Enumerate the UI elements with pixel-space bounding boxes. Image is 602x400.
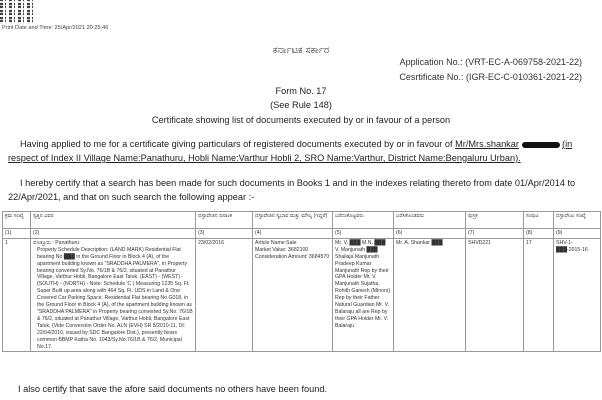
village-name: ಪಣತ್ತೂರು : Panathuru [33, 239, 80, 246]
print-datetime: Print Date and Time: 25/Apr/2021 20:25:46 [2, 25, 109, 31]
certificate-subtitle: Certificate showing list of documents executed by or in favour of a person [151, 115, 451, 125]
qr-code [0, 0, 36, 24]
column-number: (2) [31, 229, 196, 239]
header-nature: ದಸ್ತಾವೇಜಿನ ಸ್ವಭಾವ ಮತ್ತು ಮೌಲ್ಯ (ಇದ್ದರೆ) [253, 212, 333, 229]
nature-value-cell: Article Name:Sale Market Value: 3682100 Consideration Amount: 3684570 [253, 238, 333, 352]
header-volume: ಸಂಪುಟ [524, 212, 554, 229]
header-property: ಸ್ವತ್ತಿನ ವಿವರ [31, 212, 196, 229]
executants-cell: Mr. V. ███ M.N. ███ V. Manjunath ███ Shailaja Manjunath Pradeep Kumar Manjunath Rep by their GPA Holder Mr. V. Manjunath Sujatha, Rohith Ganesh (Minors) Rep by their Father Natural Guardian Mr. V. Balaraju all are Rep by their GPA Holder Mr. V. Balaraju [333, 238, 394, 352]
table-number-row [3, 229, 601, 239]
applicant-name: Mr/Mrs.shankar [455, 139, 519, 149]
claimant-cell: Mr. A. Shankar ███ [394, 238, 466, 352]
column-number: (4) [253, 229, 333, 239]
search-paragraph: I hereby certify that a search has been made for such documents in Books 1 and in the indexes relating thereto from date 01/Apr/2014 to 22/Apr/2021, and that on such search the following appear :- [8, 178, 576, 202]
column-number: (9) [554, 229, 601, 239]
redaction-mark [522, 142, 560, 148]
government-title: ಕರ್ನಾಟಕ ಸರ್ಕಾರ [272, 45, 330, 56]
application-paragraph [8, 137, 598, 165]
header-date: ದಸ್ತಾವೇಜಿನ ದಿನಾಂಕ [196, 212, 253, 229]
document-date-cell: 23/02/2016 [196, 238, 253, 352]
header-executants: ಬರೆದುಕೊಟ್ಟವರು [333, 212, 394, 229]
doc-number-cell: SHV-1-███-2015-16 [554, 238, 601, 352]
column-number: (5) [333, 229, 394, 239]
header-claimants: ಬರೆಸಿಕೊಂಡವರು [394, 212, 466, 229]
header-book: ಪುಸ್ತಕ [466, 212, 524, 229]
column-number: (8) [524, 229, 554, 239]
documents-table [2, 211, 601, 352]
column-number: (1) [3, 229, 31, 239]
serial-cell: 1 [3, 238, 31, 352]
rule-reference: (See Rule 148) [270, 100, 332, 110]
property-respect-text: (in respect of Index II Village Name:Panathuru, Hobli Name:Varthur Hobli 2, SRO Name:Varthur, District Name:Bengaluru Urban). [8, 139, 573, 163]
header-serial: ಕ್ರಮ ಸಂಖ್ಯೆ [3, 212, 31, 229]
table-header-row [3, 212, 601, 229]
volume-cell: 17 [524, 238, 554, 352]
property-cell [31, 238, 196, 352]
column-number: (3) [196, 229, 253, 239]
table-row [3, 238, 601, 352]
application-number: Application No.: (VRT-EC-A-069758-2021-22) [399, 57, 582, 67]
book-cell: SHVD221 [466, 238, 524, 352]
header-doc-number: ದಸ್ತಾವೇಜು ಸಂಖ್ಯೆ [554, 212, 601, 229]
form-number: Form No. 17 [275, 86, 327, 96]
closing-statement: I also certify that save the afore said documents no others have been found. [18, 384, 327, 394]
column-number: (6) [394, 229, 466, 239]
property-description: Property Schedule Description: (LAND MARK) Residential Flat bearing No ███ in the Ground Floor in Block 4 (A), of the apartment building known as "SRADDHA PALMERA", in Property bearing converted Sy.No. 76/1B & 76/2, situated at Panathur Village, Varthur Hobli, Bangalore East Taluk. (EAST) - (WEST) - (SOUTH) - (NORTH) - Note: Schedule 'C ) Measuring 1235 Sq. Ft. Super Built up area along with 464 Sq. Ft. UDS in Land & One Covered Car Parking Space. Residential Flat bearing No G018, in the Ground Floor in Block 4 (A), of the apartment building known as "SRADDHA PALMERA" in Property bearing converted Sy.No. 76/1B & 76/2, situated at Panathur Village, Varthur Hobli, Bangalore East Taluk, (Vide Conversion Order No. ALN (EVH) SR 8/2010-11, Dt: 22/04/2010, issued by SDC Bangalore Dist.), presently bears common BBMP Katha No. 1043/Sy.No.76/1B & 76/2, Municipal No.17. [37, 246, 193, 350]
certificate-number: Cesrtificate No.: (IGR-EC-C-010361-2021-22) [399, 72, 582, 82]
column-number: (7) [466, 229, 524, 239]
application-lead-text: Having applied to me for a certificate giving particulars of registered documents executed by or in favour of [20, 139, 453, 149]
